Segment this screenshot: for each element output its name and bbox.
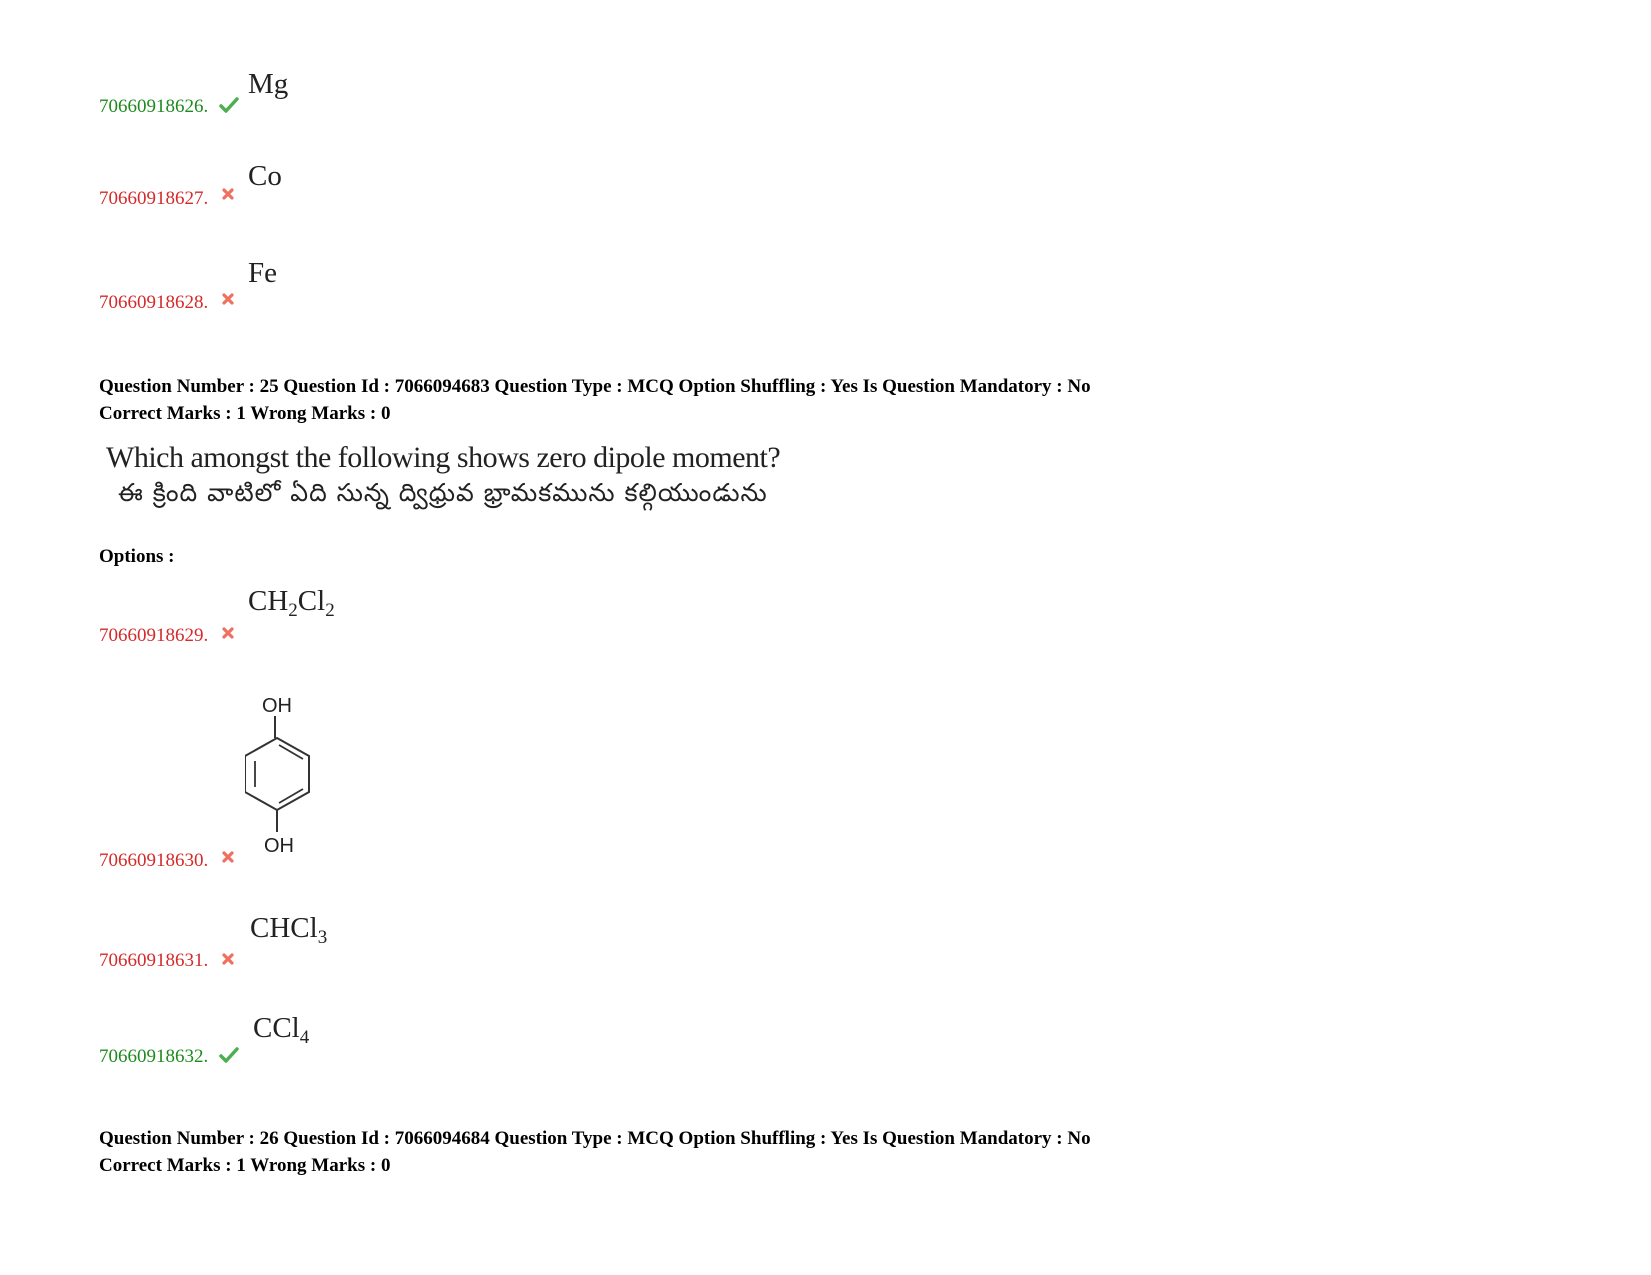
option-text: Co	[248, 160, 282, 192]
question-marks: Correct Marks : 1 Wrong Marks : 0	[99, 403, 391, 424]
question-text-english: Which amongst the following shows zero dipole moment?	[106, 441, 781, 474]
structure-label-bottom: OH	[264, 835, 294, 857]
check-icon	[219, 95, 239, 115]
option-text: Fe	[248, 257, 277, 289]
hydroquinone-structure	[245, 688, 325, 858]
option-formula: CCl$_4$	[253, 1012, 310, 1048]
option-id: 70660918628.	[99, 292, 209, 313]
cross-icon	[221, 952, 235, 966]
question-marks: Correct Marks : 1 Wrong Marks : 0	[99, 1155, 391, 1176]
check-icon	[219, 1045, 239, 1065]
structure-label-top: OH	[262, 695, 292, 717]
options-label: Options :	[99, 546, 175, 567]
question-text-telugu: ఈ క్రింది వాటిలో ఏది సున్న ద్విధ్రువ భ్రామకమును కల్గియుండును	[118, 478, 768, 507]
option-formula: $CH_2Cl_2$	[248, 585, 335, 621]
question-meta: Question Number : 26 Question Id : 7066094684 Question Type : MCQ Option Shuffling : Yes Is Question Mandatory : No	[99, 1128, 1091, 1149]
option-formula: CHCl$_3$	[250, 912, 328, 948]
cross-icon	[221, 626, 235, 640]
option-id: 70660918630.	[99, 850, 209, 871]
option-id: 70660918626.	[99, 96, 209, 117]
cross-icon	[221, 292, 235, 306]
cross-icon	[221, 850, 235, 864]
cross-icon	[221, 187, 235, 201]
option-id: 70660918627.	[99, 188, 209, 209]
option-text: Mg	[248, 68, 289, 100]
option-id: 70660918629.	[99, 625, 209, 646]
question-meta: Question Number : 25 Question Id : 7066094683 Question Type : MCQ Option Shuffling : Yes Is Question Mandatory : No	[99, 376, 1091, 397]
option-id: 70660918631.	[99, 950, 209, 971]
option-id: 70660918632.	[99, 1046, 209, 1067]
